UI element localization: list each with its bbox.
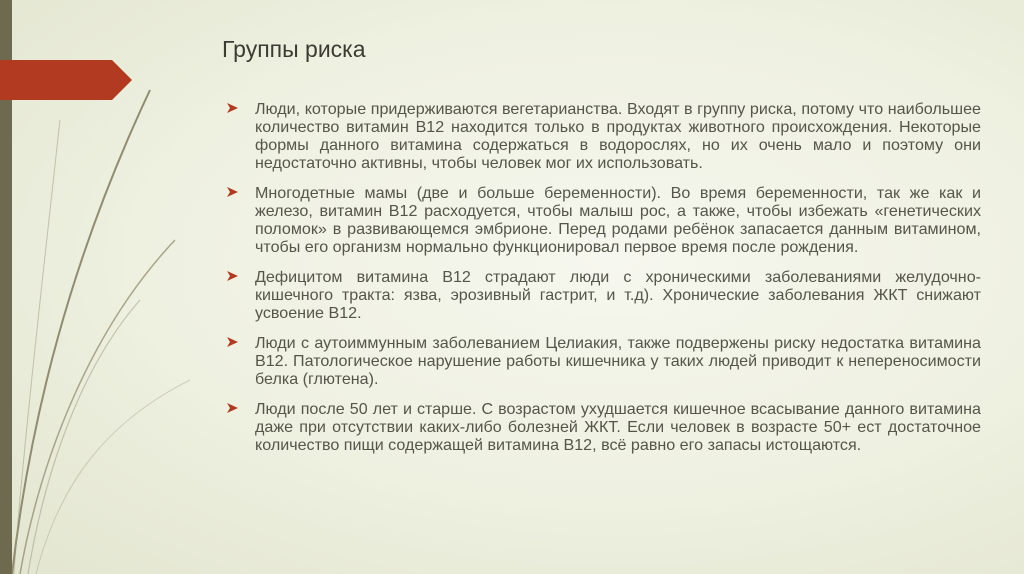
arrowhead-bullet-icon [227,336,239,348]
list-item-text: Многодетные мамы (две и больше беременности). Во время беременности, так же как и железо, витамин В12 расходуется, чтобы малыш рос, а также, чтобы избежать «генетических поломок» в развивающемся эмбрионе. Перед родами ребёнок запасается данным витамином, чтобы его организм нормально функционировал первое время после рождения. [255,184,981,256]
title-ribbon-arrow [0,60,132,100]
arrowhead-bullet-icon [227,186,239,198]
list-item-text: Люди, которые придерживаются вегетарианства. Входят в группу риска, потому что наибольшее количество витамин В12 находится только в продуктах животного происхождения. Некоторые формы данного витамина содержаться в водорослях, но их очень мало и поэтому они недостаточно активны, чтобы человек мог их использовать. [255,100,981,172]
list-item-text: Люди после 50 лет и старше. С возрастом ухудшается кишечное всасывание данного витамина даже при отсутствии каких-либо болезней ЖКТ. Если человек в возрасте 50+ ест достаточное количество пищи содержащей витамина В12, всё равно его запасы истощаются. [255,400,981,454]
list-item [225,184,981,256]
slide-title: Группы риска [222,36,366,62]
list-item-text: Дефицитом витамина В12 страдают люди с хроническими заболеваниями желудочно-кишечного тракта: язва, эрозивный гастрит, и т.д). Хронические заболевания ЖКТ снижают усвоение В12. [255,268,981,322]
list-item [225,400,981,454]
arrowhead-bullet-icon [227,402,239,414]
list-item [225,100,981,172]
list-item [225,334,981,388]
list-item [225,268,981,322]
arrowhead-bullet-icon [227,270,239,282]
arrowhead-bullet-icon [227,102,239,114]
bullet-list [225,100,981,466]
list-item-text: Люди с аутоиммунным заболеванием Целиакия, также подвержены риску недостатка витамина В12. Патологическое нарушение работы кишечника у таких людей приводит к непереносимости белка (глютена). [255,334,981,388]
